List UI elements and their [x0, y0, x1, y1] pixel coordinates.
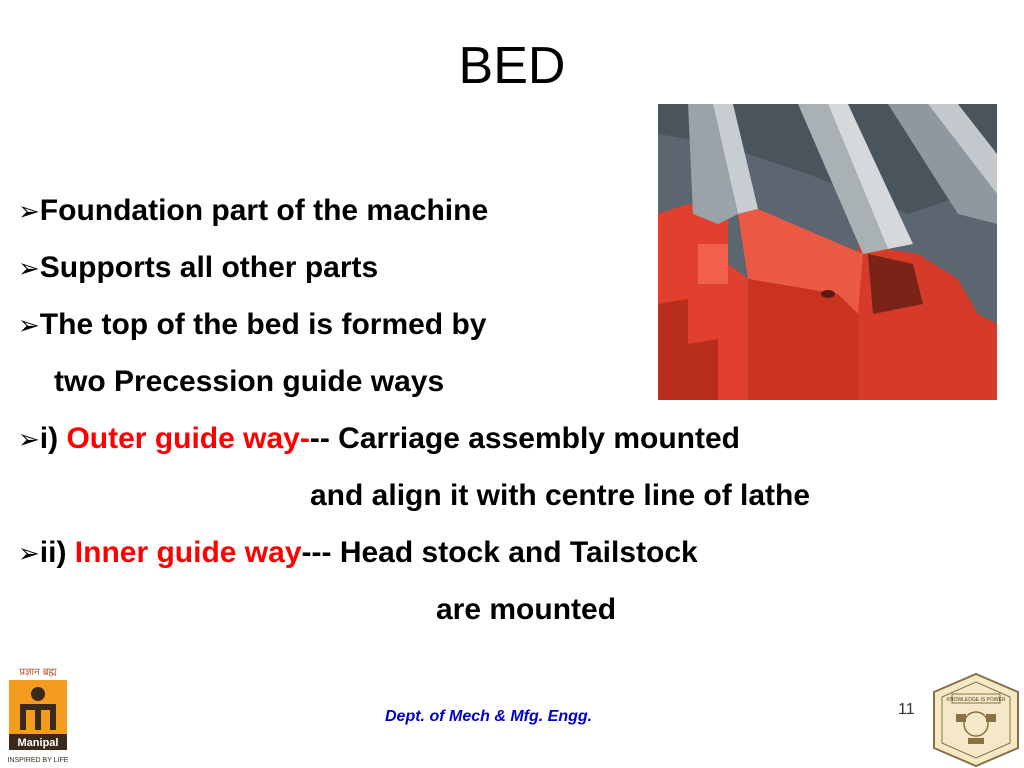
manipal-logo [6, 664, 70, 768]
bullet-3-continuation: two Precession guide ways [54, 365, 445, 398]
arrow-bullet-icon: ➢ [18, 254, 40, 284]
arrow-bullet-icon: ➢ [18, 425, 40, 455]
svg-text:KNOWLEDGE IS POWER: KNOWLEDGE IS POWER [946, 697, 1006, 703]
arrow-bullet-icon: ➢ [18, 539, 40, 569]
arrow-bullet-icon: ➢ [18, 197, 40, 227]
slide-title: BED [458, 37, 566, 95]
bullet-4-continuation: and align it with centre line of lathe [310, 479, 811, 512]
bullet-5-continuation: are mounted [436, 593, 617, 626]
bullet-3: ➢The top of the bed is formed by [18, 308, 487, 341]
svg-text:INSPIRED BY LIFE: INSPIRED BY LIFE [7, 757, 69, 764]
bullet-1: ➢Foundation part of the machine [18, 194, 489, 227]
svg-text:Manipal: Manipal [17, 737, 59, 749]
svg-text:प्रज्ञान ब्रह्म: प्रज्ञान ब्रह्म [19, 667, 57, 678]
lathe-bed-photo [658, 104, 997, 400]
bullet-5: ➢ii) Inner guide way--- Head stock and Tailstock [18, 536, 698, 569]
page-number: 11 [898, 701, 915, 718]
institute-seal-logo [930, 672, 1022, 768]
outer-guide-way-term: Outer guide way [66, 422, 300, 455]
arrow-bullet-icon: ➢ [18, 311, 40, 341]
bullet-4: ➢i) Outer guide way--- Carriage assembly mounted [18, 422, 740, 455]
footer-department: Dept. of Mech & Mfg. Engg. [385, 708, 593, 725]
bullet-2: ➢Supports all other parts [18, 251, 379, 284]
inner-guide-way-term: Inner guide way [74, 536, 302, 569]
